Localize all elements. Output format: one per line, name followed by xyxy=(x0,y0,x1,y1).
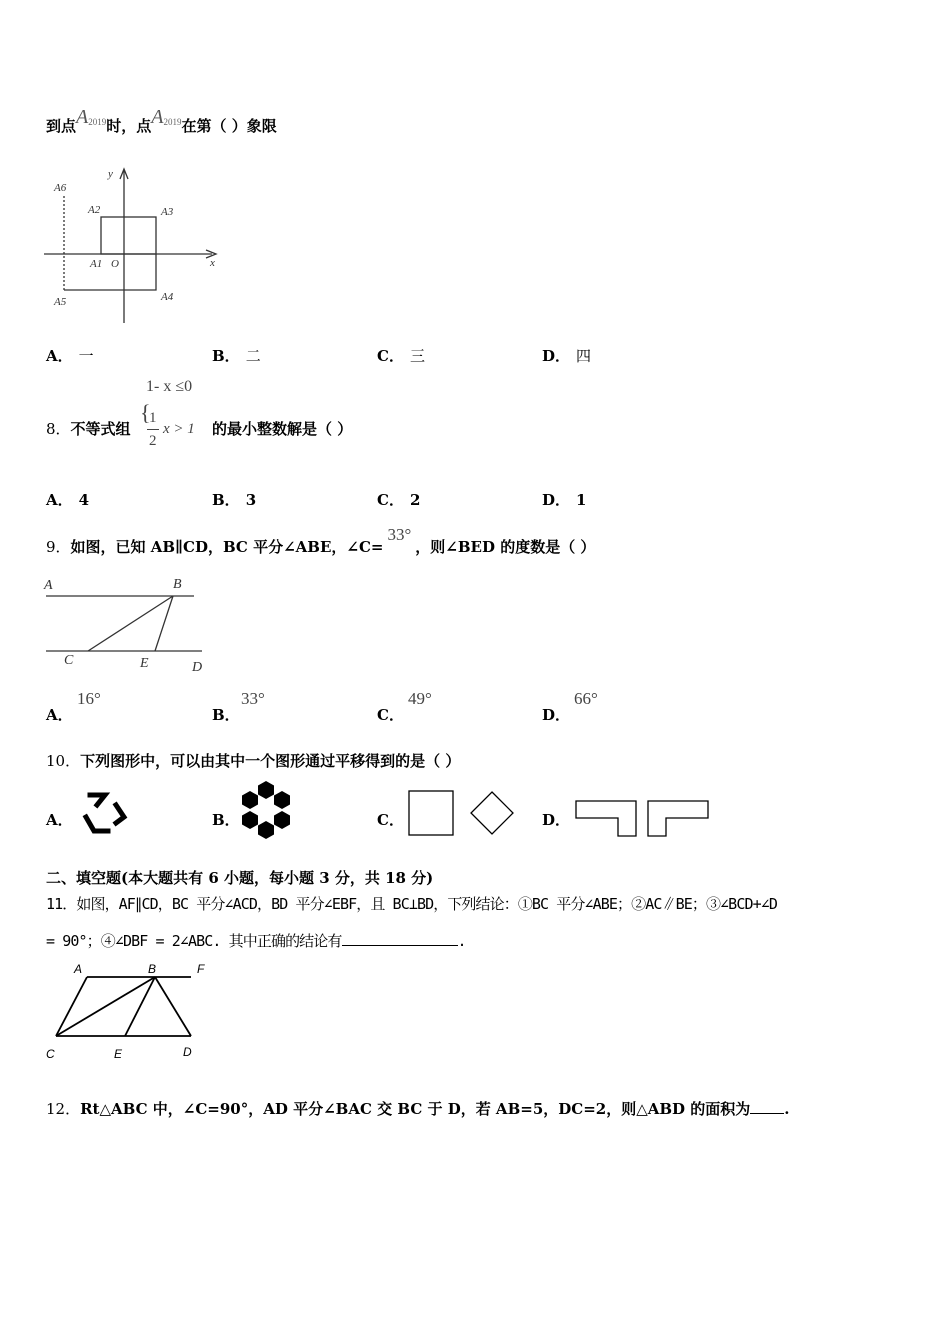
label-c: C xyxy=(64,653,74,668)
q12-stem xyxy=(46,1098,790,1119)
q9-option-c-value: 49° xyxy=(408,689,432,708)
q8-option-b[interactable] xyxy=(212,489,256,510)
label-f: F xyxy=(197,962,205,976)
q7-subscript: 2019 xyxy=(88,117,107,127)
q10-option-a-triangle-arrows xyxy=(78,787,130,837)
label-a1: A1 xyxy=(90,258,103,270)
q7-symbol-a-2: A xyxy=(151,106,164,128)
q7-stem xyxy=(46,106,277,137)
q7-option-c[interactable] xyxy=(377,345,425,366)
section-2-title: 二、填空题(本大题共有 6 小题，每小题 3 分，共 18 分) xyxy=(46,869,434,887)
q11-stem-line2 xyxy=(46,930,466,951)
label-b: B xyxy=(173,577,182,592)
option-letter: A． xyxy=(46,347,73,365)
option-text: 3 xyxy=(245,491,257,509)
q10-option-b-letter[interactable]: B． xyxy=(212,811,240,829)
q7-subscript-2: 2019 xyxy=(163,117,182,127)
hexagon xyxy=(242,791,258,809)
option-letter: C． xyxy=(377,347,404,365)
label-c: C xyxy=(46,1047,55,1061)
q8-stem-pre: 不等式组 xyxy=(70,420,131,438)
q7-stem-part2: 时，点 xyxy=(106,117,152,135)
q9-option-c-letter[interactable]: C． xyxy=(377,706,404,724)
label-a4: A4 xyxy=(161,291,174,303)
q9-option-b-value: 33° xyxy=(241,689,265,708)
arrow-right xyxy=(116,805,124,823)
q12-number: 12． xyxy=(46,1100,81,1118)
q8-brace: { xyxy=(140,400,151,425)
q7-stem-part1: 到点 xyxy=(46,117,77,135)
q12-answer-blank[interactable] xyxy=(750,1113,784,1114)
option-text: 三 xyxy=(409,347,425,365)
q10-option-b-hexagon-ring xyxy=(238,780,294,840)
q7-option-d[interactable] xyxy=(542,345,591,366)
option-letter: B． xyxy=(212,491,240,509)
label-d: D xyxy=(192,660,203,675)
arrow-top xyxy=(90,795,105,805)
q10-stem-text: 下列图形中，可以由其中一个图形通过平移得到的是（ ） xyxy=(80,752,461,770)
option-letter: D． xyxy=(542,347,571,365)
label-a6: A6 xyxy=(54,182,67,194)
q9-option-a-value: 16° xyxy=(77,689,101,708)
q9-option-d-letter[interactable]: D． xyxy=(542,706,571,724)
segment-bd xyxy=(155,977,191,1036)
q11-period: . xyxy=(457,932,466,950)
q11-stem-line1 xyxy=(46,893,777,914)
q9-stem-pre: 如图，已知 AB∥CD，BC 平分∠ABE，∠C= xyxy=(70,538,384,556)
path-a1-a2-a3 xyxy=(101,217,156,254)
q7-option-b[interactable] xyxy=(212,345,261,366)
hexagon xyxy=(258,781,274,799)
q8-option-a[interactable] xyxy=(46,489,89,510)
label-e: E xyxy=(140,656,149,671)
q11-answer-blank[interactable] xyxy=(342,945,458,946)
q9-stem-post: ，则∠BED 的度数是（ ） xyxy=(415,538,596,556)
hexagon xyxy=(274,811,290,829)
q10-option-d-letter[interactable]: D． xyxy=(542,811,571,829)
q11-trapezoid-figure xyxy=(42,963,217,1063)
q10-stem xyxy=(46,750,460,771)
option-letter: B． xyxy=(212,347,240,365)
label-d: D xyxy=(183,1045,192,1059)
diamond xyxy=(471,792,513,834)
option-text: 四 xyxy=(576,347,592,365)
l-shape-right xyxy=(648,801,708,836)
label-b: B xyxy=(148,962,157,976)
q9-stem xyxy=(46,525,596,557)
label-x: x xyxy=(210,257,215,269)
q10-number: 10． xyxy=(46,752,81,770)
q8-frac-numerator: 1 xyxy=(149,410,157,426)
l-shape-left xyxy=(576,801,636,836)
q12-stem-text: Rt△ABC 中，∠C=90°，AD 平分∠BAC 交 BC 于 D，若 AB=5，DC=2，则△ABD 的面积为 xyxy=(80,1100,751,1118)
q9-angle-value: 33° xyxy=(387,525,412,544)
q11-line2-text: = 90°；④∠DBF = 2∠ABC. 其中正确的结论有 xyxy=(46,932,342,950)
q9-option-b-letter[interactable]: B． xyxy=(212,706,240,724)
q11-line1-text: 如图，AF∥CD，BC 平分∠ACD，BD 平分∠EBF，且 BC⊥BD，下列结论：①BC 平分∠ABE；②AC∥BE；③∠BCD+∠D xyxy=(76,895,777,913)
q7-stem-part3: 在第（ ）象限 xyxy=(181,117,277,135)
q8-frac-denominator: 2 xyxy=(149,433,157,449)
q9-number: 9． xyxy=(46,538,71,556)
option-text: 2 xyxy=(409,491,421,509)
label-y: y xyxy=(108,168,113,180)
q8-inequality-2: x > 1 xyxy=(163,421,195,437)
q10-option-c-letter[interactable]: C． xyxy=(377,811,404,829)
label-a2: A2 xyxy=(88,204,101,216)
path-a3-a4-a5 xyxy=(64,254,156,290)
label-a: A xyxy=(44,578,53,593)
q7-option-a[interactable] xyxy=(46,345,94,366)
label-o: O xyxy=(111,258,119,270)
q8-number: 8． xyxy=(46,420,71,438)
q9-parallel-lines-figure xyxy=(42,575,217,675)
q7-coordinate-figure xyxy=(40,165,230,330)
option-text: 1 xyxy=(576,491,587,509)
label-e: E xyxy=(114,1047,123,1061)
q10-option-a-letter[interactable]: A． xyxy=(46,811,73,829)
q9-option-d-value: 66° xyxy=(574,689,598,708)
q7-symbol-a: A xyxy=(76,106,89,128)
q8-frac-bar xyxy=(147,429,159,430)
q8-stem-post: 的最小整数解是（ ） xyxy=(212,420,353,438)
q10-option-c-square-diamond xyxy=(408,790,518,838)
hexagon xyxy=(274,791,290,809)
arrow-bottom xyxy=(86,817,108,831)
square xyxy=(409,791,453,835)
label-a3: A3 xyxy=(161,206,174,218)
option-letter: C． xyxy=(377,491,404,509)
q10-option-d-l-shapes xyxy=(575,800,715,840)
q8-inequality-1: 1- x ≤0 xyxy=(146,378,193,395)
q8-stem-start xyxy=(46,418,131,439)
label-a5: A5 xyxy=(54,296,67,308)
q9-option-a-letter[interactable]: A． xyxy=(46,706,73,724)
option-letter: D． xyxy=(542,491,571,509)
q12-period: . xyxy=(784,1100,790,1118)
option-letter: A． xyxy=(46,491,73,509)
q11-number: 11． xyxy=(46,895,77,913)
segment-be xyxy=(155,596,173,651)
option-text: 二 xyxy=(245,347,261,365)
option-text: 4 xyxy=(78,491,90,509)
segment-bc xyxy=(88,596,173,651)
label-a: A xyxy=(74,962,83,976)
hexagon xyxy=(242,811,258,829)
hexagon xyxy=(258,821,274,839)
option-text: 一 xyxy=(78,347,94,365)
q8-option-c[interactable] xyxy=(377,489,420,510)
q8-option-d[interactable] xyxy=(542,489,586,510)
